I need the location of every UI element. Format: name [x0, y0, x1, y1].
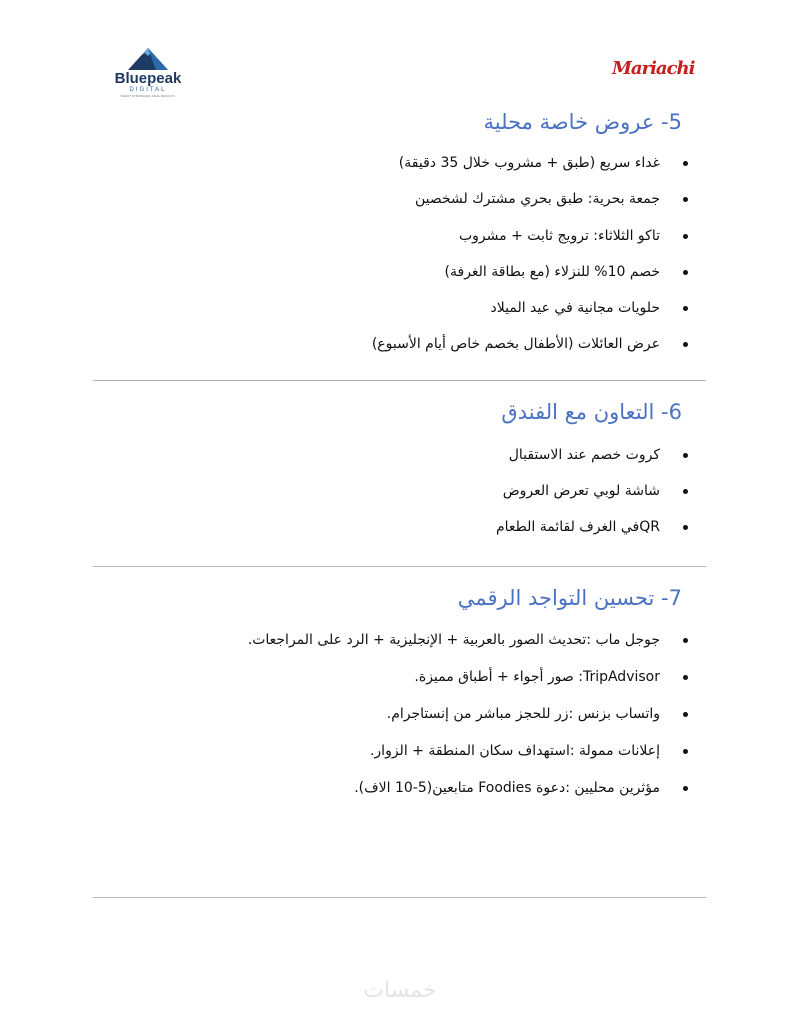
- bullet-icon: [683, 675, 688, 680]
- mariachi-logo: [612, 58, 702, 94]
- list-item-text: TripAdvisor: صور أجواء + أطباق مميزة.: [414, 669, 660, 685]
- list-item: [0, 741, 800, 761]
- logo-brand: Bluepeak: [114, 70, 182, 87]
- list-item-text: غداء سريع (طبق + مشروب خلال 35 دقيقة): [398, 155, 660, 171]
- bullet-icon: [683, 525, 688, 530]
- list-item: [0, 153, 800, 173]
- list-item-text: إعلانات ممولة :استهداف سكان المنطقة + الزوار.: [369, 743, 660, 759]
- list-item: [0, 189, 800, 209]
- list-item: [0, 481, 800, 501]
- list-item: [0, 704, 800, 724]
- list-item: [0, 667, 800, 687]
- bullet-icon: [683, 306, 688, 311]
- list-item-text: كروت خصم عند الاستقبال: [508, 447, 660, 463]
- section-heading-offers: 5- عروض خاصة محلية: [483, 110, 682, 134]
- bullet-icon: [683, 489, 688, 494]
- bullet-icon: [683, 453, 688, 458]
- bullet-icon: [683, 786, 688, 791]
- list-item-text: واتساب بزنس :زر للحجز مباشر من إنستاجرام.: [386, 706, 660, 722]
- list-item-text: شاشة لوبي تعرض العروض: [502, 483, 660, 499]
- watermark: خمسات: [363, 978, 437, 1003]
- list-item-text: مؤثرين محليين :دعوة Foodies متابعين(5-10 الاف).: [354, 780, 660, 796]
- bluepeak-logo: [108, 48, 188, 108]
- list-item-text: تاكو الثلاثاء: ترويج ثابت + مشروب: [458, 228, 660, 244]
- list-item: [0, 226, 800, 246]
- bullet-icon: [683, 638, 688, 643]
- section-divider: [93, 897, 706, 898]
- list-item-text: عرض العائلات (الأطفال بخصم خاص أيام الأسبوع): [371, 336, 660, 352]
- logo-tagline: SMART STRATEGIES. REAL RESULTS.: [120, 94, 176, 98]
- list-item: [0, 445, 800, 465]
- list-item: [0, 334, 800, 354]
- section-divider: [93, 566, 706, 567]
- bullet-icon: [683, 197, 688, 202]
- bullet-icon: [683, 270, 688, 275]
- list-item-text: QRفي الغرف لقائمة الطعام: [495, 519, 660, 535]
- list-item-text: جمعة بحرية: طبق بحري مشترك لشخصين: [415, 191, 660, 207]
- bullet-icon: [683, 161, 688, 166]
- list-item: [0, 298, 800, 318]
- section-heading-digital: 7- تحسين التواجد الرقمي: [457, 586, 682, 610]
- logo-sub: DIGITAL: [129, 87, 167, 93]
- bullet-icon: [683, 749, 688, 754]
- logo-script: Mariachi: [612, 58, 695, 79]
- list-item-text: حلويات مجانية في عيد الميلاد: [490, 300, 660, 316]
- section-divider: [93, 380, 706, 381]
- mountain-icon: [128, 48, 168, 70]
- bullet-icon: [683, 712, 688, 717]
- list-item: [0, 778, 800, 798]
- list-item: [0, 630, 800, 650]
- bullet-icon: [683, 342, 688, 347]
- list-item: [0, 517, 800, 537]
- list-item-text: خصم 10% للنزلاء (مع بطاقة الغرفة): [444, 264, 660, 280]
- section-heading-hotel: 6- التعاون مع الفندق: [501, 400, 682, 424]
- bullet-icon: [683, 234, 688, 239]
- list-item: [0, 262, 800, 282]
- list-item-text: جوجل ماب :تحديث الصور بالعربية + الإنجليزية + الرد على المراجعات.: [247, 632, 660, 648]
